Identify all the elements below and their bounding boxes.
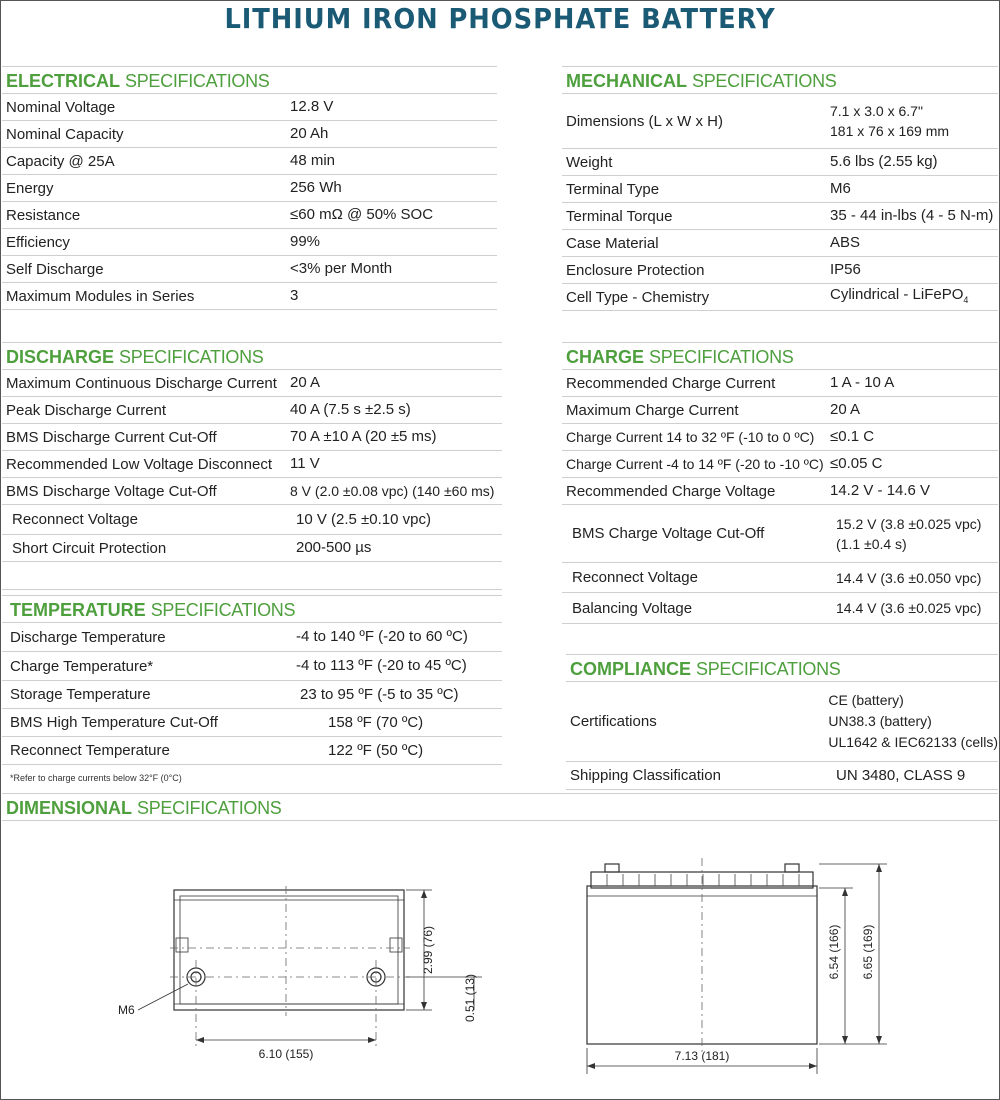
section-heading: COMPLIANCE SPECIFICATIONS bbox=[566, 654, 998, 682]
table-row: Shipping Classification UN 3480, CLASS 9 bbox=[566, 762, 998, 790]
table-row: Discharge Temperature -4 to 140 ºF (-20 to 60 ºC) bbox=[2, 623, 502, 652]
table-row: Maximum Charge Current 20 A bbox=[562, 397, 998, 424]
discharge-section bbox=[2, 342, 502, 590]
table-row: Self Discharge <3% per Month bbox=[2, 256, 497, 283]
section-heading: DISCHARGE SPECIFICATIONS bbox=[2, 342, 502, 370]
table-row: Maximum Modules in Series 3 bbox=[2, 283, 497, 310]
label-side-h1: 6.54 (166) bbox=[827, 924, 841, 980]
mechanical-table bbox=[562, 94, 998, 311]
table-row: Efficiency 99% bbox=[2, 229, 497, 256]
top-view-drawing bbox=[110, 880, 510, 1080]
table-row: BMS Discharge Voltage Cut-Off 8 V (2.0 ±0.08 vpc) (140 ±60 ms) bbox=[2, 478, 502, 505]
bms-charge-value: 15.2 V (3.8 ±0.025 vpc) bbox=[836, 515, 982, 532]
dimensions-mm: 181 x 76 x 169 mm bbox=[830, 123, 950, 139]
charge-section bbox=[562, 342, 998, 624]
table-row: Enclosure Protection IP56 bbox=[562, 257, 998, 284]
table-row bbox=[2, 562, 502, 590]
label-side-width: 7.13 (181) bbox=[674, 1049, 730, 1063]
table-row: Peak Discharge Current 40 A (7.5 s ±2.5 s) bbox=[2, 397, 502, 424]
table-row: Charge Temperature* -4 to 113 ºF (-20 to 45 ºC) bbox=[2, 652, 502, 681]
table-row: Charge Current 14 to 32 ºF (-10 to 0 ºC) ≤0.1 C bbox=[562, 424, 998, 451]
discharge-table bbox=[2, 370, 502, 590]
mechanical-section bbox=[562, 66, 998, 311]
table-row: Dimensions (L x W x H) 7.1 x 3.0 x 6.7" 181 x 76 x 169 mm bbox=[562, 94, 998, 149]
table-row: Capacity @ 25A 48 min bbox=[2, 148, 497, 175]
dimensions-inches: 7.1 x 3.0 x 6.7" bbox=[830, 103, 923, 119]
temperature-section bbox=[2, 595, 502, 783]
side-view-drawing bbox=[575, 852, 895, 1082]
table-row: Reconnect Voltage 10 V (2.5 ±0.10 vpc) bbox=[2, 505, 502, 535]
table-row: Cell Type - Chemistry Cylindrical - LiFePO$_4$ bbox=[562, 284, 998, 311]
section-heading: ELECTRICAL SPECIFICATIONS bbox=[2, 66, 497, 94]
table-row: Recommended Charge Voltage 14.2 V - 14.6 V bbox=[562, 478, 998, 505]
table-row: Nominal Capacity 20 Ah bbox=[2, 121, 497, 148]
label-top-offset: 0.51 (13) bbox=[463, 973, 477, 1023]
table-row: Reconnect Temperature 122 ºF (50 ºC) bbox=[2, 737, 502, 765]
table-row: Nominal Voltage 12.8 V bbox=[2, 94, 497, 121]
compliance-section bbox=[566, 654, 998, 790]
electrical-section bbox=[2, 66, 497, 310]
label-m6: M6 bbox=[118, 1003, 135, 1017]
cert-un: UN38.3 (battery) bbox=[828, 713, 932, 729]
electrical-table bbox=[2, 94, 497, 310]
cert-ce: CE (battery) bbox=[828, 692, 904, 708]
table-row: Weight 5.6 lbs (2.55 kg) bbox=[562, 149, 998, 176]
page-title: LITHIUM IRON PHOSPHATE BATTERY bbox=[224, 2, 776, 35]
table-row: Storage Temperature 23 to 95 ºF (-5 to 35 ºC) bbox=[2, 681, 502, 709]
temperature-table bbox=[2, 623, 502, 765]
dimensional-section bbox=[2, 793, 998, 821]
table-row: Certifications CE (battery) UN38.3 (battery) UL1642 & IEC62133 (cells) bbox=[566, 682, 998, 762]
table-row: Energy 256 Wh bbox=[2, 175, 497, 202]
footnote: *Refer to charge currents below 32°F (0°C) bbox=[10, 773, 182, 783]
table-row: Reconnect Voltage 14.4 V (3.6 ±0.050 vpc) bbox=[562, 563, 998, 593]
section-heading: TEMPERATURE SPECIFICATIONS bbox=[2, 595, 502, 623]
table-row: Short Circuit Protection 200-500 µs bbox=[2, 535, 502, 562]
compliance-table bbox=[566, 682, 998, 790]
section-heading: MECHANICAL SPECIFICATIONS bbox=[562, 66, 998, 94]
table-row: Terminal Type M6 bbox=[562, 176, 998, 203]
label-side-h2: 6.65 (169) bbox=[861, 924, 875, 980]
table-row: Case Material ABS bbox=[562, 230, 998, 257]
table-row: Resistance ≤60 mΩ @ 50% SOC bbox=[2, 202, 497, 229]
charge-table bbox=[562, 370, 998, 624]
table-row: Recommended Low Voltage Disconnect 11 V bbox=[2, 451, 502, 478]
table-row: Charge Current -4 to 14 ºF (-20 to -10 ºC) ≤0.05 C bbox=[562, 451, 998, 478]
label-top-depth: 2.99 (76) bbox=[421, 925, 435, 975]
cert-ul: UL1642 & IEC62133 (cells) bbox=[828, 734, 998, 750]
label-top-width: 6.10 (155) bbox=[258, 1047, 314, 1061]
bms-charge-time: (1.1 ±0.4 s) bbox=[836, 535, 907, 552]
table-row: BMS Discharge Current Cut-Off 70 A ±10 A (20 ±5 ms) bbox=[2, 424, 502, 451]
table-row: BMS Charge Voltage Cut-Off 15.2 V (3.8 ±0.025 vpc) (1.1 ±0.4 s) bbox=[562, 505, 998, 563]
table-row: BMS High Temperature Cut-Off 158 ºF (70 ºC) bbox=[2, 709, 502, 737]
section-heading: CHARGE SPECIFICATIONS bbox=[562, 342, 998, 370]
table-row: Maximum Continuous Discharge Current 20 A bbox=[2, 370, 502, 397]
table-row: Balancing Voltage 14.4 V (3.6 ±0.025 vpc) bbox=[562, 593, 998, 624]
section-heading: DIMENSIONAL SPECIFICATIONS bbox=[2, 793, 998, 821]
table-row: Recommended Charge Current 1 A - 10 A bbox=[562, 370, 998, 397]
table-row: Terminal Torque 35 - 44 in-lbs (4 - 5 N-m) bbox=[562, 203, 998, 230]
